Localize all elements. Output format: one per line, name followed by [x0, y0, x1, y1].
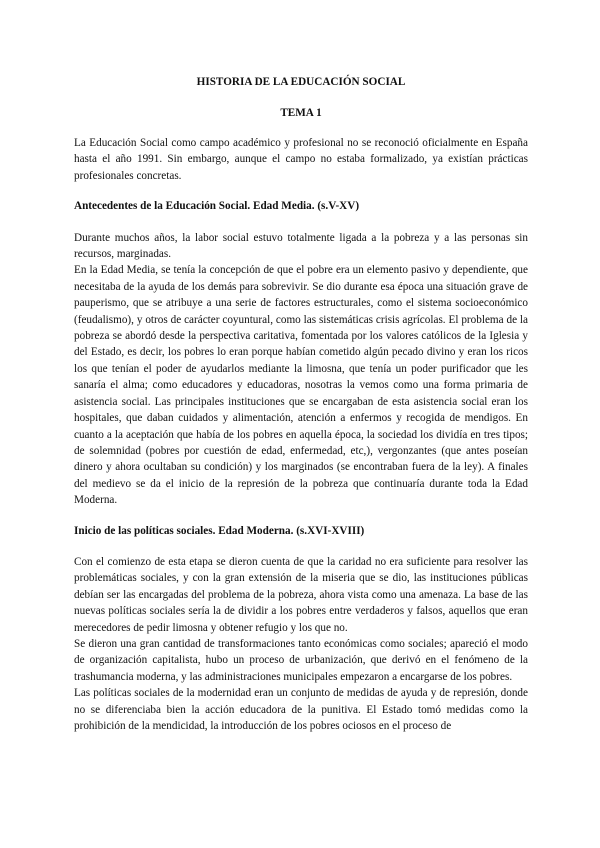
section-heading-edad-moderna: Inicio de las políticas sociales. Edad Moderna. (s.XVI-XVIII)	[74, 524, 365, 537]
section-body-edad-moderna	[74, 554, 528, 734]
intro-paragraph: La Educación Social como campo académico y profesional no se reconoció oficialmente en España hasta el año 1991. Sin embargo, aunque el campo no estaba formalizado, ya existían prácticas profesionales concretas.	[74, 137, 528, 182]
section-body-edad-media	[74, 230, 528, 509]
paragraph: Con el comienzo de esta etapa se dieron cuenta de que la caridad no era suficiente para resolver las problemáticas sociales, y con la gran extensión de la miseria que se dio, las instituciones públicas debían ser las encargadas del problema de la pobreza, ahora vista como una amenaza. La base de las nuevas políticas sociales sería la de dividir a los pobres entre verdaderos y falsos, aquellos que eran merecedores de pedir limosna y obtener refugio y los que no.	[74, 555, 528, 634]
document-title: HISTORIA DE LA EDUCACIÓN SOCIAL	[196, 76, 406, 88]
document-content	[74, 74, 528, 734]
paragraph: Se dieron una gran cantidad de transformaciones tanto económicas como sociales; apareció el modo de organización capitalista, hubo un proceso de urbanización, que derivó en el fenómeno de la trashumancia moderna, y las administraciones municipales empezaron a encargarse de los pobres.	[74, 637, 528, 683]
paragraph: Las políticas sociales de la modernidad eran un conjunto de medidas de ayuda y de represión, donde no se diferenciaba bien la acción educadora de la punitiva. El Estado tomó medidas como la prohibición de la mendicidad, la introducción de los pobres ociosos en el proceso de	[74, 687, 528, 732]
section-heading-edad-media: Antecedentes de la Educación Social. Edad Media. (s.V-XV)	[74, 200, 360, 213]
paragraph: En la Edad Media, se tenía la concepción de que el pobre era un elemento pasivo y dependiente, que necesitaba de la ayuda de los demás para sobrevivir. Se dio durante esa época una situación grave de pauperismo, que se atribuye a una serie de factores estructurales, como el sistema socioeconómico (feudalismo), y otros de carácter coyuntural, como las sistemáticas crisis agrícolas. El problema de la pobreza se abordó desde la perspectiva caritativa, fomentada por los valores católicos de la Iglesia y del Estado, es decir, los pobres lo eran porque habían cometido algún pecado divino y eran los ricos los que tenían el poder de ayudarlos mediante la limosna, que tenía un poder purificador que les sanaría el alma; como educadores y educadoras, nosotras la vemos como una forma primaria de asistencia social. Las principales instituciones que se encargaban de esta asistencia social eran los hospitales, que daban cuidados y alimentación, atención a enfermos y recogida de mendigos. En cuanto a la aceptación que había de los pobres en aquella época, la sociedad los dividía en tres tipos; de solemnidad (pobres por cuestión de edad, enfermedad, etc,), vergonzantes (que antes poseían dinero y ahora ocultaban su condición) y los marginados (se encontraban fuera de la ley). A finales del medievo se da el inicio de la represión de la pobreza que continuaría durante toda la Edad Moderna.	[74, 264, 528, 507]
document-subtitle: TEMA 1	[280, 107, 322, 119]
paragraph: Durante muchos años, la labor social estuvo totalmente ligada a la pobreza y a las personas sin recursos, marginadas.	[74, 231, 528, 261]
